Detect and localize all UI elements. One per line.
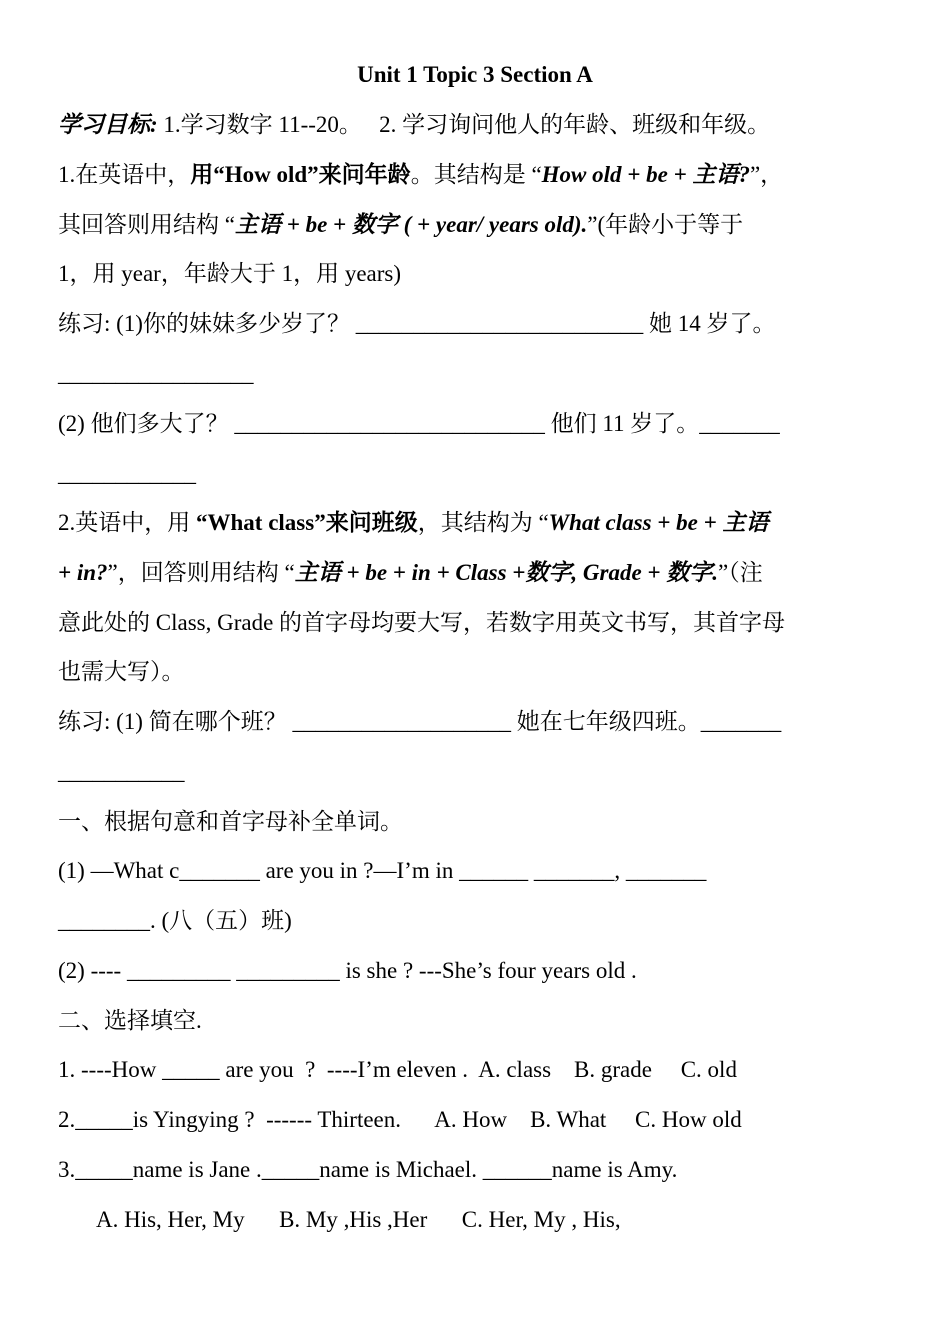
- practice2-q1-cont: ___________: [58, 759, 185, 784]
- text: ”（注: [718, 560, 763, 585]
- practice1-q1-cont: _________________: [58, 361, 254, 386]
- answer-formula: 主语 + be + in + Class +数字, Grade + 数字.: [294, 560, 719, 585]
- practice1-q2: (2) 他们多大了？ ___________________________ 他们 11 岁了。_______: [58, 411, 780, 436]
- learning-goals: [58, 110, 910, 140]
- point1-line3: 1，用 year，年龄大于 1，用 years): [58, 261, 402, 286]
- answer-formula: 主语 + be + 数字 ( + year/ years old).: [234, 212, 588, 237]
- text: ”(年龄小于等于: [587, 212, 744, 237]
- section2-q3-options: A. His, Her, My B. My ,His ,Her C. Her, My , His,: [96, 1207, 621, 1232]
- text-bold: “What class”来问班级: [196, 510, 418, 535]
- text: ”，回答则用结构 “: [107, 560, 295, 585]
- structure-formula: How old + be + 主语?: [541, 162, 750, 187]
- goals-label: 学习目标:: [58, 112, 158, 137]
- text: 其回答则用结构 “: [58, 212, 235, 237]
- practice1-q2-cont: ____________: [58, 461, 196, 486]
- text: 。其结构是 “: [410, 162, 542, 187]
- text: 1.在英语中，: [58, 162, 191, 187]
- point2-line2: [58, 558, 910, 588]
- page-title: Unit 1 Topic 3 Section A: [357, 62, 593, 87]
- section1-heading: 一、根据句意和首字母补全单词。: [58, 809, 403, 834]
- text-bold: 用“How old”来问年龄: [190, 162, 411, 187]
- point2-line3: 意此处的 Class, Grade 的首字母均要大写，若数字用英文书写，其首字母: [58, 610, 786, 635]
- section1-q1: (1) —What c_______ are you in ?—I’m in ______ _______, _______: [58, 858, 707, 883]
- point1-line2: [58, 210, 910, 240]
- section2-q3: 3._____name is Jane ._____name is Michael. ______name is Amy.: [58, 1157, 678, 1182]
- section1-q2: (2) ---- _________ _________ is she ? ---She’s four years old .: [58, 958, 637, 983]
- point2-line4: 也需大写）。: [58, 659, 185, 684]
- text: 2.英语中，用: [58, 510, 196, 535]
- section2-q1: 1. ----How _____ are you ? ----I’m eleven . A. class B. grade C. old: [58, 1057, 737, 1082]
- structure-formula-end: + in?: [58, 560, 108, 585]
- section2-heading: 二、选择填空.: [58, 1008, 202, 1033]
- point2-line1: [58, 508, 910, 538]
- section1-q1-cont: ________. (八（五）班): [58, 908, 292, 933]
- structure-formula: What class + be + 主语: [548, 510, 769, 535]
- practice1-q1: 练习: (1)你的妹妹多少岁了？ _________________________ 她 14 岁了。: [58, 311, 776, 336]
- practice2-q1: 练习: (1) 简在哪个班？ ___________________ 她在七年级四班。_______: [58, 709, 782, 734]
- goals-text: 1.学习数字 11--20。 2. 学习询问他人的年龄、班级和年级。: [157, 112, 771, 137]
- section2-q2: 2._____is Yingying ? ------ Thirteen. A. How B. What C. How old: [58, 1107, 742, 1132]
- text: ”，: [749, 162, 784, 187]
- point1-line1: [58, 160, 910, 190]
- text: ，其结构为 “: [417, 510, 549, 535]
